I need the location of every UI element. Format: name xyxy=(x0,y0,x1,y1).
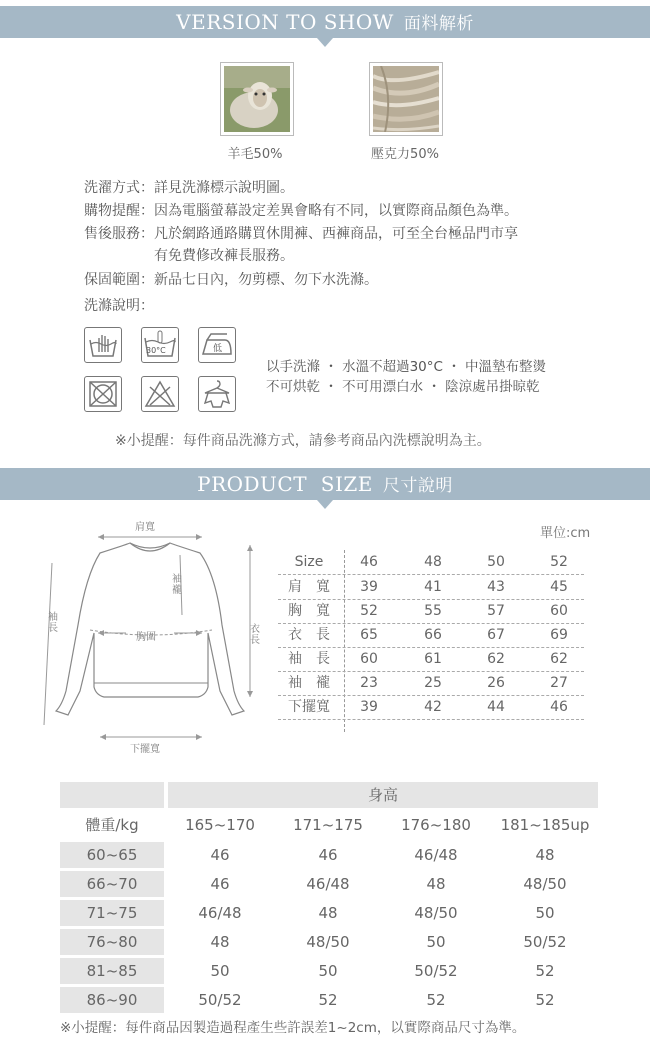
size-cell: 60 xyxy=(550,603,568,619)
size-row-length xyxy=(278,623,584,648)
unit-label: 單位:cm xyxy=(540,526,591,541)
size-rec: 46/48 xyxy=(198,904,242,922)
size-cell: 69 xyxy=(550,627,568,643)
water-temp-icon xyxy=(141,327,179,363)
size-rec: 48/50 xyxy=(306,933,350,951)
size-cell: 39 xyxy=(360,699,378,715)
fabric-title-en: VERSION TO SHOW xyxy=(176,10,394,34)
size-reminder: ※小提醒：每件商品因製造過程產生些許誤差1~2cm，以實際商品尺寸為準。 xyxy=(60,1020,526,1036)
diagram-armhole-label: 袖襱 xyxy=(172,574,182,596)
size-cell: 42 xyxy=(424,699,442,715)
size-rec: 50 xyxy=(426,933,446,951)
size-rec: 50/52 xyxy=(523,933,567,951)
info-care-heading xyxy=(84,296,154,317)
size-cell: 45 xyxy=(550,579,568,595)
size-header-50: 50 xyxy=(487,554,505,570)
height-col: 171~175 xyxy=(293,816,363,834)
size-row-label: 衣 長 xyxy=(288,627,330,643)
wt-row xyxy=(60,842,598,868)
size-rec: 50/52 xyxy=(414,962,458,980)
diagram-chest-label: 胸圍 xyxy=(136,632,156,643)
info-wash-label: 洗濯方式： xyxy=(84,180,154,196)
size-row-sleeve xyxy=(278,647,584,672)
size-rec: 46/48 xyxy=(414,846,458,864)
no-tumble-dry-icon xyxy=(84,376,122,412)
size-rec: 48 xyxy=(318,904,338,922)
size-table xyxy=(278,550,584,730)
weight-cell: 86~90 xyxy=(60,987,164,1013)
size-rec: 48 xyxy=(210,933,230,951)
weight-label: 體重/kg xyxy=(85,816,139,834)
banner-pointer xyxy=(317,38,333,47)
size-cell: 57 xyxy=(487,603,505,619)
size-table-header xyxy=(278,550,584,574)
size-rec: 50/52 xyxy=(198,991,242,1009)
size-cell: 27 xyxy=(550,675,568,691)
size-row-label: 胸 寬 xyxy=(288,603,330,619)
info-shopping-text: 因為電腦螢幕設定差異會略有不同，以實際商品顏色為準。 xyxy=(154,203,518,219)
weight-cell: 66~70 xyxy=(60,871,164,897)
info-warranty-label: 保固範圍： xyxy=(84,272,154,288)
size-row-label: 肩 寬 xyxy=(288,579,330,595)
info-service-label: 售後服務： xyxy=(84,226,154,242)
weight-cell: 76~80 xyxy=(60,929,164,955)
fabric-section-title xyxy=(0,6,650,40)
diagram-shoulder-label: 肩寬 xyxy=(135,522,155,533)
size-row-shoulder xyxy=(278,574,584,600)
size-row-hem xyxy=(278,695,584,720)
size-header-52: 52 xyxy=(550,554,568,570)
sheep-photo xyxy=(224,66,290,132)
size-rec: 46 xyxy=(210,875,230,893)
diagram-length-label: 衣長 xyxy=(250,624,260,646)
info-service-cont xyxy=(154,246,294,267)
hang-dry-icon xyxy=(198,376,236,412)
height-col: 176~180 xyxy=(401,816,471,834)
care-reminder: ※小提醒：每件商品洗滌方式，請參考商品內洗標說明為主。 xyxy=(115,433,491,449)
wt-row xyxy=(60,958,598,984)
size-rec: 48 xyxy=(426,875,446,893)
size-cell: 65 xyxy=(360,627,378,643)
size-cell: 41 xyxy=(424,579,442,595)
size-cell: 46 xyxy=(550,699,568,715)
wt-row xyxy=(60,987,598,1013)
care-line-2: 不可烘乾 ・ 不可用漂白水 ・ 陰涼處吊掛晾乾 xyxy=(266,379,540,395)
size-cell: 61 xyxy=(424,651,442,667)
size-cell: 55 xyxy=(424,603,442,619)
info-warranty-text: 新品七日內，勿剪標、勿下水洗滌。 xyxy=(154,272,378,288)
size-rec: 50 xyxy=(535,904,555,922)
weight-cell: 81~85 xyxy=(60,958,164,984)
size-cell: 39 xyxy=(360,579,378,595)
wt-row xyxy=(60,900,598,926)
iron-label: 低 xyxy=(213,344,223,354)
info-service xyxy=(84,224,518,245)
info-service-text: 凡於網路通路購買休閒褲、西褲商品，可至全台極品門市享 xyxy=(154,226,518,242)
size-title-zh: 尺寸說明 xyxy=(382,476,453,496)
size-rec: 52 xyxy=(535,991,555,1009)
size-cell: 60 xyxy=(360,651,378,667)
size-cell: 67 xyxy=(487,627,505,643)
size-cell: 23 xyxy=(360,675,378,691)
size-cell: 25 xyxy=(424,675,442,691)
care-line-1: 以手洗滌 ・ 水溫不超過30°C ・ 中溫墊布整燙 xyxy=(266,359,547,375)
info-care-label: 洗滌說明： xyxy=(84,298,154,314)
weight-cell: 71~75 xyxy=(60,900,164,926)
size-cell: 62 xyxy=(487,651,505,667)
size-banner-pointer xyxy=(317,500,333,509)
acrylic-swatch xyxy=(369,62,443,136)
wt-row xyxy=(60,871,598,897)
info-wash xyxy=(84,178,294,199)
size-rec: 46 xyxy=(210,846,230,864)
size-rec: 48/50 xyxy=(414,904,458,922)
size-rec: 48/50 xyxy=(523,875,567,893)
size-rec: 48 xyxy=(535,846,555,864)
size-header-46: 46 xyxy=(360,554,378,570)
size-row-label: 袖 襱 xyxy=(288,675,330,691)
wt-header-cols xyxy=(60,812,598,838)
fabric-title-zh: 面料解析 xyxy=(403,14,474,34)
no-bleach-icon xyxy=(141,376,179,412)
diagram-hem-label: 下擺寬 xyxy=(130,744,160,755)
size-cell: 52 xyxy=(360,603,378,619)
acrylic-caption: 壓克力50% xyxy=(371,147,439,162)
diagram-sleeve-label: 袖長 xyxy=(48,612,58,634)
size-cell: 26 xyxy=(487,675,505,691)
weight-cell: 60~65 xyxy=(60,842,164,868)
height-col: 165~170 xyxy=(185,816,255,834)
size-rec: 46/48 xyxy=(306,875,350,893)
wool-caption: 羊毛50% xyxy=(227,147,283,162)
wt-header-height xyxy=(60,782,598,808)
iron-low-icon xyxy=(198,327,236,363)
size-section-title xyxy=(0,468,650,502)
size-cell: 43 xyxy=(487,579,505,595)
temp-label: 30°C xyxy=(146,346,166,355)
hand-wash-icon xyxy=(84,327,122,363)
info-shopping xyxy=(84,201,518,222)
info-shopping-label: 購物提醒： xyxy=(84,203,154,219)
size-header-48: 48 xyxy=(424,554,442,570)
size-rec: 50 xyxy=(210,962,230,980)
size-cell: 62 xyxy=(550,651,568,667)
height-col: 181~185up xyxy=(500,816,590,834)
size-row-chest xyxy=(278,599,584,624)
size-cell: 44 xyxy=(487,699,505,715)
wt-row xyxy=(60,929,598,955)
size-rec: 50 xyxy=(318,962,338,980)
size-rec: 46 xyxy=(318,846,338,864)
wool-swatch xyxy=(220,62,294,136)
size-row-label: 下擺寬 xyxy=(288,699,330,715)
size-row-label: 袖 長 xyxy=(288,651,330,667)
info-service-text2: 有免費修改褲長服務。 xyxy=(154,248,294,264)
acrylic-fiber-photo xyxy=(373,66,439,132)
size-rec: 52 xyxy=(426,991,446,1009)
size-rec: 52 xyxy=(535,962,555,980)
info-wash-text: 詳見洗滌標示說明圖。 xyxy=(154,180,294,196)
height-label: 身高 xyxy=(168,782,598,808)
size-title-en: PRODUCT SIZE xyxy=(197,472,373,496)
size-cell: 66 xyxy=(424,627,442,643)
size-header-label: Size xyxy=(294,554,324,570)
size-row-armhole xyxy=(278,671,584,696)
info-warranty xyxy=(84,270,378,291)
size-rec: 52 xyxy=(318,991,338,1009)
